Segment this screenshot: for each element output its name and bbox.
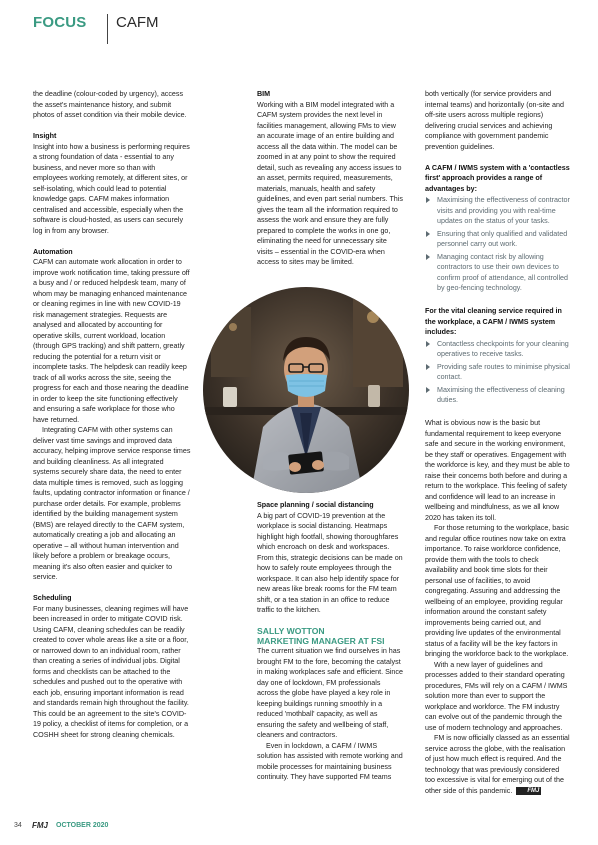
- body-paragraph: [425, 660, 570, 734]
- bullet-text: Contactless checkpoints for your cleaning operatives to receive tasks.: [437, 339, 569, 358]
- paragraph-gap: [425, 296, 570, 307]
- bullet-item: [425, 195, 570, 227]
- subheading: [33, 131, 191, 142]
- paragraph-text: Scheduling: [33, 594, 72, 602]
- bullet-item: [425, 252, 570, 294]
- paragraph-gap: [33, 121, 191, 132]
- triangle-bullet-icon: [426, 197, 430, 203]
- body-paragraph: [33, 604, 191, 741]
- body-paragraph: [33, 257, 191, 425]
- subheading: [425, 163, 570, 195]
- photo-illustration: [203, 287, 409, 493]
- subheading: [257, 500, 403, 511]
- bullet-item: [425, 385, 570, 406]
- article-end-mark: FMJ: [516, 787, 541, 795]
- body-paragraph: [33, 142, 191, 237]
- paragraph-text: Insight into how a business is performing requires a strong foundation of data - essential to any business, and never more so than with employees working remotely, at different sites, or self-isolating, which could lead to potential knowledge gaps. CAFM makes information centralised and accessible, especially when the software is cloud-hosted, as users can securely log in from any browser.: [33, 142, 190, 235]
- subheading: [425, 306, 570, 338]
- page-header: [33, 12, 593, 46]
- topic-label: CAFM: [116, 14, 159, 31]
- bullet-item: [425, 339, 570, 360]
- triangle-bullet-icon: [426, 341, 430, 347]
- paragraph-text: FM is now officially classed as an essential service across the globe, with the realisation of just how much effect is required. And the technology that was previously considered too excessive is vital for emerging out of the other side of this pandemic.: [425, 734, 570, 795]
- section-label: FOCUS: [33, 14, 87, 31]
- bullet-text: Maximising the effectiveness of contractor visits and providing you with real-time updates on the status of your tasks.: [437, 196, 570, 225]
- paragraph-text: SALLY WOTTON: [257, 626, 325, 636]
- body-paragraph: [425, 89, 570, 152]
- triangle-bullet-icon: [426, 364, 430, 370]
- header-divider: [107, 14, 108, 44]
- body-paragraph: [257, 511, 403, 616]
- triangle-bullet-icon: [426, 254, 430, 260]
- bullet-text: Providing safe routes to minimise physical contact.: [437, 362, 570, 381]
- triangle-bullet-icon: [426, 231, 430, 237]
- paragraph-gap: [425, 152, 570, 163]
- page-number: 34: [14, 822, 22, 829]
- paragraph-text: For those returning to the workplace, basic and regular office routines now take on extra importance. To raise workforce confidence, provide them with the tools to check availability and book time slots for their personal use of facilities, to avoid congregating. Assuring and addressing the wellbeing of an employee, providing regular information around the constant safety improvements being carried out, and providing live updates of the environmental status of a facility will be the key factors in bringing the workforce back to the workplace.: [425, 524, 569, 658]
- paragraph-text: both vertically (for service providers and internal teams) and horizontally (on-site and off-site users across multiple regions) delivering crucial services and achieving compliance with government pandemic prevention guidelines.: [425, 90, 564, 151]
- body-paragraph: [257, 100, 403, 268]
- subheading: [33, 593, 191, 604]
- paragraph-text: A big part of COVID-19 prevention at the workplace is social distancing. Heatmaps highlight high footfall, showing thoroughfares which encroach on desk and workspaces. From this, strategic decisions can be made on how to safely route employees through the workspace. It can also help identify space for new areas like break rooms for the FM team shift, or a tea station in an office to reduce traffic to the kitchen.: [257, 511, 403, 614]
- paragraph-text: A CAFM / IWMS system with a 'contactless first' approach provides a range of advantages by:: [425, 163, 570, 193]
- bullet-list: [425, 339, 570, 406]
- bullet-item: [425, 362, 570, 383]
- bullet-list: [425, 195, 570, 294]
- paragraph-text: With a new layer of guidelines and processes added to their standard operating procedures, FMs will rely on a CAFM / IWMS solution more than ever to support the workplace and workforce. The FM industry can evolve out of the pandemic through the use of modern technology and approaches.: [425, 660, 568, 732]
- bullet-item: [425, 229, 570, 250]
- paragraph-gap: [33, 583, 191, 594]
- body-paragraph: [33, 425, 191, 583]
- paragraph-text: the deadline (colour-coded by urgency), access the asset's maintenance history, and submit photos of asset condition via their mobile device.: [33, 90, 187, 119]
- paragraph-text: What is obvious now is the basic but fundamental requirement to keep everyone safe and secure in the working environment, be they staff or operatives. Engagement with the workforce is key, and they must be able to raise their concerns both before and during a return to the workplace. This feeling of safety and confidence will lead to an increase in wellbeing and mindfulness, as we all know 2020 has taken its toll.: [425, 419, 570, 522]
- article-column-1: [33, 89, 191, 740]
- paragraph-text: For many businesses, cleaning regimes will have been increased in order to mitigate COVID risk. Using CAFM, cleaning schedules can be readily created to cover whole areas like a site or a floor, or narrowed down to an individual room, rather than creating a series of individual jobs. Digital forms and checklists can be attached to the schedules and pushed out to the operative with each job, ensuring important information is read and standards remain high throughout the facility. This could be an agreement to the site's COVID-19 policy, a checklist of items for completion, or a COSHH sheet for strong cleaning chemicals.: [33, 604, 189, 739]
- paragraph-gap: [33, 236, 191, 247]
- magazine-logo: FMJ: [32, 821, 48, 830]
- paragraph-text: The current situation we find ourselves in has brought FM to the fore, becoming the catalyst in making workplaces safe and efficient. Since day one of lockdown, FM professionals across the globe have played a key role in keeping buildings running smoothly in a reduced 'mothball' capacity, as well as ensuring the safety and wellbeing of staff, cleaners and contractors.: [257, 647, 403, 739]
- paragraph-text: For the vital cleaning service required in the workplace, a CAFM / IWMS system includes:: [425, 307, 562, 336]
- paragraph-text: MARKETING MANAGER AT FSI: [257, 636, 385, 646]
- triangle-bullet-icon: [426, 387, 430, 393]
- body-paragraph: [257, 646, 403, 741]
- paragraph-text: Space planning / social distancing: [257, 501, 374, 509]
- paragraph-text: Working with a BIM model integrated with a CAFM system provides the next level in facilities management, allowing FMs to view an accurate image of an entire building and access all the data within. The model can be zoomed in at any point to show the required detail, such as revealing any access issues to an asset, permits required, measurements, materials, manuals, health and safety guidelines, and even part serial numbers. This gives the team all the information required to assess the work and ensure they are fully prepared to complete the works in one go, eliminating the need for unnecessary site visits – essential in the COVID-era when access to sites may be limited.: [257, 100, 403, 266]
- article-column-2-top: [257, 89, 403, 268]
- body-paragraph: [257, 741, 403, 783]
- article-photo-masked-man: [203, 287, 409, 493]
- paragraph-text: Integrating CAFM with other systems can deliver vast time savings and improved data accuracy, helping improve service response times and building cleanliness. As all integrated systems securely share data, the need to enter data multiple times is removed, such as logging faults, updating contractor information or finance / purchase order details. For example, problems identified by the building management system (BMS) are relayed directly to the CAFM system, automatically creating a job and allocating an operative – all without human intervention and likely before a problem or breakage occurs, meaning it's also often easier and quicker to service.: [33, 426, 191, 581]
- page-footer: [14, 822, 214, 834]
- author-byline: [257, 636, 403, 646]
- subheading: [257, 89, 403, 100]
- body-paragraph: [425, 523, 570, 660]
- paragraph-text: Automation: [33, 247, 73, 256]
- subheading: [33, 247, 191, 258]
- paragraph-text: Even in lockdown, a CAFM / IWMS solution has assisted with remote working and mobile processes for maintaining business continuity. They have supported FM teams: [257, 741, 403, 781]
- bullet-text: Maximising the effectiveness of cleaning duties.: [437, 385, 565, 404]
- paragraph-text: CAFM can automate work allocation in order to improve work notification time, taking pressure off a busy and / or reduced helpdesk team, many of whom may be managing enhanced maintenance or cleaning regimes in line with new COVID-19 risk management strategies. Requests are analysed and allocated by accounting for operative skills, current workload, location (through GPS tracking) and shift pattern, greatly reducing the potential for a return visit or incomplete tasks. The helpdesk can readily keep track of all works across the site, seeing the progress for each and those nearing the deadline in order to keep the site functioning effectively and ensuring a safe workplace for those who have returned.: [33, 258, 190, 424]
- bullet-text: Managing contact risk by allowing contractors to use their own devices to confirm proof of attendance, all controlled by geo-fencing technology.: [437, 252, 568, 292]
- paragraph-gap: [425, 408, 570, 419]
- paragraph-text: Insight: [33, 132, 57, 140]
- article-column-2-bottom: [257, 500, 403, 783]
- bullet-text: Ensuring that only qualified and validated personnel carry out work.: [437, 229, 568, 248]
- body-paragraph: [33, 89, 191, 121]
- body-paragraph: [425, 418, 570, 523]
- issue-date: OCTOBER 2020: [56, 822, 109, 829]
- paragraph-text: BIM: [257, 90, 271, 98]
- body-paragraph: [425, 733, 570, 796]
- article-column-3: [425, 89, 570, 796]
- paragraph-gap: [257, 616, 403, 627]
- author-byline: [257, 626, 403, 636]
